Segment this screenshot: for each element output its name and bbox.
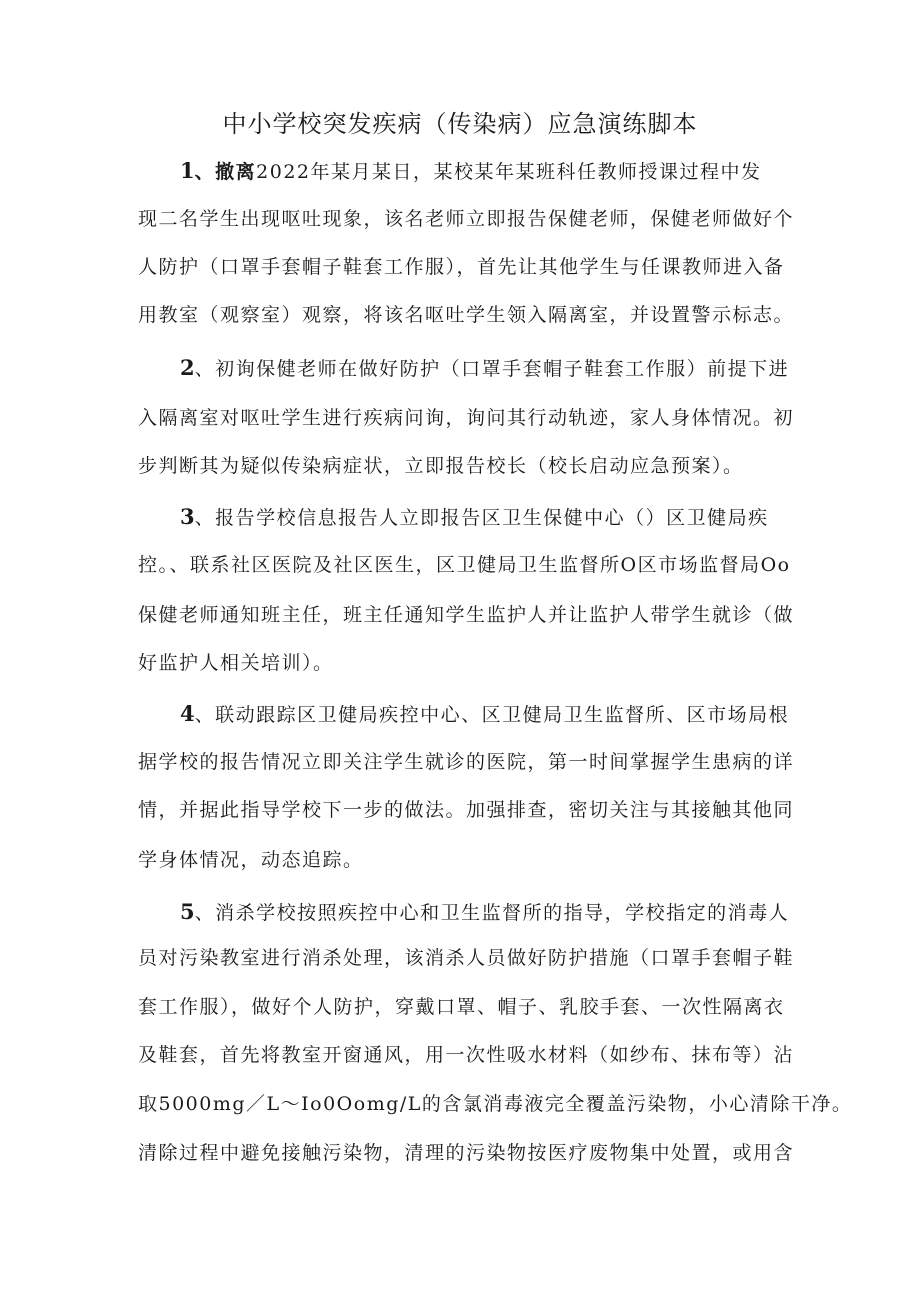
paragraph-text: 、消杀学校按照疾控中心和卫生监督所的指导，学校指定的消毒人: [194, 902, 790, 924]
paragraph-1-line-4: 用教室（观察室）观察，将该名呕吐学生领入隔离室，并设置警示标志。: [138, 304, 795, 326]
paragraph-3-line-4: 好监护人相关培训）。: [138, 652, 334, 674]
paragraph-5-line-3: 套工作服），做好个人防护，穿戴口罩、帽子、乳胶手套、一次性隔离衣: [138, 996, 785, 1018]
paragraph-3-line-2: 控。、联系社区医院及社区医生，区卫健局卫生监督所O区市场监督局Oo: [138, 554, 791, 576]
paragraph-2-line-2: 入隔离室对呕吐学生进行疾病问询，询问其行动轨迹，家人身体情况。初: [138, 407, 795, 429]
paragraph-1-line-3: 人防护（口罩手套帽子鞋套工作服），首先让其他学生与任课教师进入备: [138, 256, 785, 278]
paragraph-5-line-4: 及鞋套，首先将教室开窗通风，用一次性吸水材料（如纱布、抹布等）沾: [138, 1044, 795, 1066]
paragraph-number: 4: [180, 701, 195, 726]
paragraph-3-line-1: [180, 504, 769, 531]
paragraph-text: 、初询保健老师在做好防护（口罩手套帽子鞋套工作服）前提下进: [194, 358, 790, 380]
paragraph-number: 5: [180, 899, 195, 924]
document-title: 中小学校突发疾病（传染病）应急演练脚本: [222, 110, 698, 138]
paragraph-2-line-1: [180, 355, 789, 382]
paragraph-4-line-1: [180, 701, 789, 728]
paragraph-5-line-1: [180, 899, 789, 926]
paragraph-4-line-3: 情，并据此指导学校下一步的做法。加强排查，密切关注与其接触其他同: [138, 799, 795, 821]
paragraph-5-line-6: 清除过程中避免接触污染物，清理的污染物按医疗废物集中处置，或用含: [138, 1142, 795, 1164]
paragraph-5-line-2: 员对污染教室进行消杀处理，该消杀人员做好防护措施（口罩手套帽子鞋: [138, 947, 795, 969]
paragraph-3-line-3: 保健老师通知班主任，班主任通知学生监护人并让监护人带学生就诊（做: [138, 604, 795, 626]
paragraph-number: 3: [180, 504, 195, 529]
paragraph-2-line-3: 步判断其为疑似传染病症状，立即报告校长（校长启动应急预案）。: [138, 455, 744, 477]
paragraph-number: 2: [180, 355, 195, 380]
paragraph-4-line-2: 据学校的报告情况立即关注学生就诊的医院，第一时间掌握学生患病的详: [138, 751, 795, 773]
paragraph-text: 2022年某月某日，某校某年某班科任教师授课过程中发: [256, 161, 762, 183]
paragraph-number: 1: [180, 158, 195, 183]
paragraph-text: 、联动跟踪区卫健局疾控中心、区卫健局卫生监督所、区市场局根: [194, 704, 790, 726]
paragraph-1-line-2: 现二名学生出现呕吐现象，该名老师立即报告保健老师，保健老师做好个: [138, 208, 795, 230]
paragraph-5-line-5: 取5000mg／L～Io0Oomg/L的含氯消毒液完全覆盖污染物，小心清除干净。: [138, 1093, 853, 1115]
paragraph-4-line-4: 学身体情况，动态追踪。: [138, 849, 364, 871]
paragraph-1-line-1: [180, 158, 762, 185]
paragraph-keyword: 、撤离: [194, 161, 257, 183]
paragraph-text: 、报告学校信息报告人立即报告区卫生保健中心（）区卫健局疾: [194, 507, 769, 529]
